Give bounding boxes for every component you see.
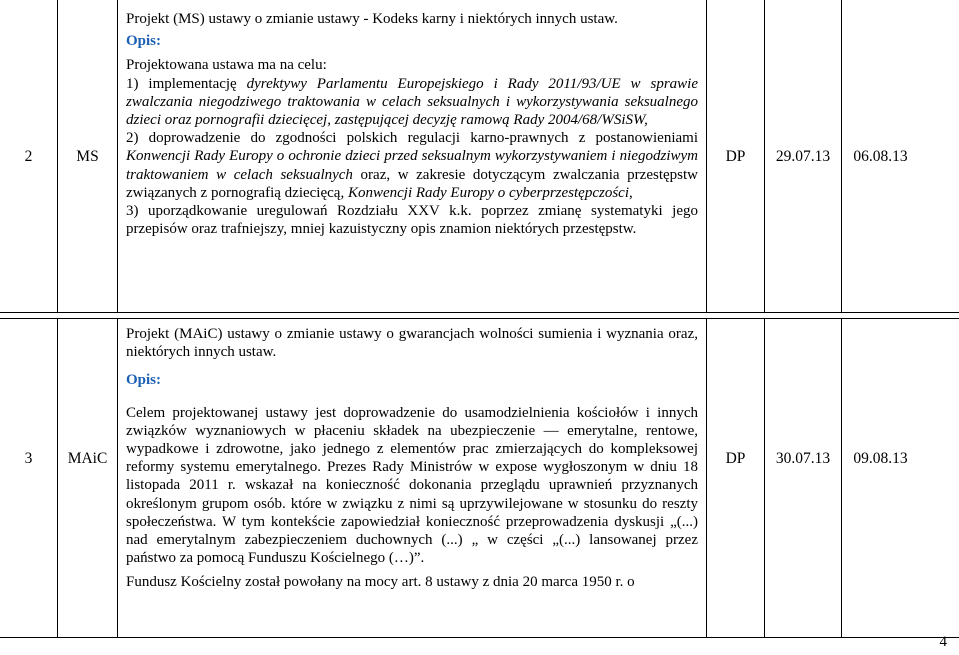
ministry-code-cell bbox=[57, 319, 117, 637]
point-2: 2) doprowadzenie do zgodności polskich regulacji karno-prawnych z postanowieniami Konwencji Rady Europy o ochronie dzieci przed seksualnym wykorzystywaniem i niegodziwym traktowaniem w celach seksualnych oraz, w zakresie dotyczącym zwalczania przestępstw związanych z pornografią dziecięcą, Konwencji Rady Europy o cyberprzestępczości, bbox=[126, 130, 698, 201]
row-number: 3 bbox=[24, 450, 33, 467]
fund-paragraph: Fundusz Kościelny został powołany na mocy art. 8 ustawy z dnia 20 marca 1950 r. o bbox=[126, 574, 635, 591]
type-cell bbox=[706, 0, 764, 312]
date-received-cell bbox=[764, 0, 841, 312]
intro-line: Projektowana ustawa ma na celu: bbox=[126, 57, 327, 74]
row-number-cell bbox=[0, 319, 57, 637]
date-deadline: 09.08.13 bbox=[853, 450, 908, 467]
date-deadline: 06.08.13 bbox=[853, 148, 908, 165]
date-received-cell bbox=[764, 319, 841, 637]
point-3: 3) uporządkowanie uregulowań Rozdziału XXV k.k. poprzez zmianę systematyki jego przepisów oraz trafniejszy, mniej kazuistyczny opis znamion niektórych przestępstw. bbox=[126, 203, 698, 238]
date-deadline-cell bbox=[841, 0, 959, 312]
ministry-code: MS bbox=[76, 148, 99, 165]
type-value: DP bbox=[725, 450, 746, 467]
body-paragraph: Celem projektowanej ustawy jest doprowadzenie do usamodzielnienia kościołów i innych związków wyznaniowych w płaceniu składek na ubezpieczenie — emerytalne, rentowe, wypadkowe i zdrowotne, jako jednego z elementów prac zmierzających do kompleksowej reformy systemu emerytalnego. Prezes Rady Ministrów w expose wygłoszonym w dniu 18 listopada 2011 r. wskazał na konieczność dokonania przeglądu uprawnień przyznanych określonym grupom osób. które w związku z nimi są uprzywilejowane w stosunku do reszty społeczeństwa. W tym kontekście zapowiedział konieczność przeprowadzenia dyskusji „(...) nad emerytalnym zabezpieczeniem duchownych (...) „ w części „(...) lansowanej przez państwo za pomocą Funduszu Kościelnego (…)”. bbox=[126, 404, 698, 567]
table-row bbox=[0, 0, 959, 313]
point-1: 1) implementację dyrektywy Parlamentu Europejskiego i Rady 2011/93/UE w sprawie zwalczania niegodziwego traktowania w celach seksualnych i wykorzystywania seksualnego dzieci oraz pornografii dziecięcej, zastępującej decyzję ramową Rady 2004/68/WSiSW, bbox=[126, 75, 698, 129]
date-received: 30.07.13 bbox=[775, 450, 831, 467]
opis-label: Opis: bbox=[126, 33, 162, 50]
description-text bbox=[126, 10, 698, 238]
type-value: DP bbox=[725, 148, 746, 165]
description-text bbox=[126, 325, 698, 592]
date-received: 29.07.13 bbox=[775, 148, 831, 165]
description-cell bbox=[117, 0, 706, 312]
page-number: 4 bbox=[939, 634, 947, 650]
ministry-code-cell bbox=[57, 0, 117, 312]
project-title: Projekt (MAiC) ustawy o zmianie ustawy o gwarancjach wolności sumienia i wyznania oraz, niektórych innych ustaw. bbox=[126, 326, 698, 361]
ministry-code: MAiC bbox=[67, 450, 108, 467]
table-row bbox=[0, 318, 959, 638]
project-title: Projekt (MS) ustawy o zmianie ustawy - Kodeks karny i niektórych innych ustaw. bbox=[126, 11, 618, 27]
description-cell bbox=[117, 319, 706, 637]
row-number-cell bbox=[0, 0, 57, 312]
type-cell bbox=[706, 319, 764, 637]
opis-label: Opis: bbox=[126, 372, 162, 389]
date-deadline-cell bbox=[841, 319, 959, 637]
row-number: 2 bbox=[24, 148, 33, 165]
